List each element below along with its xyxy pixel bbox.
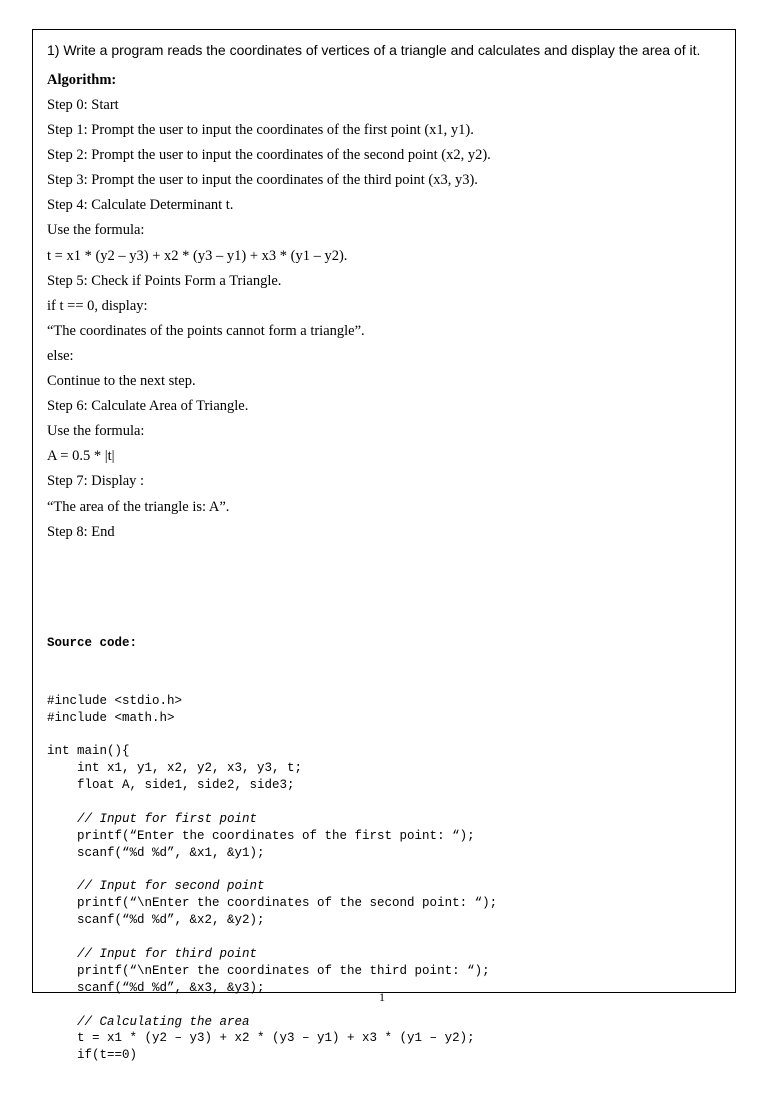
algorithm-line: Step 7: Display : [47,473,145,490]
question-text: 1) Write a program reads the coordinates of vertices of a triangle and calculates and display the area of it. [47,42,701,58]
page-number: 1 [379,990,385,1004]
code-comment-line: // Calculating the area [47,1014,250,1029]
source-code [47,601,497,1098]
code-line [47,997,497,1014]
algorithm-line: else: [47,347,74,364]
code-line: if(t==0) [47,1048,138,1063]
algorithm-line: Continue to the next step. [47,373,196,390]
document-body [47,40,727,1063]
code-line: printf(“\nEnter the coordinates of the second point: “); [47,896,498,911]
code-line: int x1, y1, x2, y2, x3, y3, t; [47,761,303,776]
algorithm-line: Step 5: Check if Points Form a Triangle. [47,272,282,289]
code-line: #include <math.h> [47,710,175,725]
code-comment-line: // Input for first point [47,811,258,826]
algorithm-line: Use the formula: [47,423,145,440]
code-comment-line: // Input for third point [47,946,258,961]
algorithm-line: Step 1: Prompt the user to input the coordinates of the first point (x1, y1). [47,122,474,139]
code-line [47,794,497,811]
algorithm-steps [47,95,727,547]
code-comment-line: // Input for second point [47,879,265,894]
algorithm-line: Use the formula: [47,222,145,239]
algorithm-line: “The coordinates of the points cannot form a triangle”. [47,322,365,339]
code-line: printf(“\nEnter the coordinates of the third point: “); [47,963,490,978]
code-line: scanf(“%d %d”, &x3, &y3); [47,980,265,995]
code-line: printf(“Enter the coordinates of the first point: “); [47,828,475,843]
algorithm-line: Step 3: Prompt the user to input the coordinates of the third point (x3, y3). [47,172,478,189]
code-line [47,726,497,743]
code-lines [47,693,497,1065]
algorithm-line: Step 6: Calculate Area of Triangle. [47,398,249,415]
algorithm-line: Step 4: Calculate Determinant t. [47,197,234,214]
code-line: scanf(“%d %d”, &x1, &y1); [47,845,265,860]
algorithm-line: “The area of the triangle is: A”. [47,498,230,515]
code-line [47,862,497,879]
code-line: int main(){ [47,744,130,759]
code-line: scanf(“%d %d”, &x2, &y2); [47,913,265,928]
code-line: t = x1 * (y2 – y3) + x2 * (y3 – y1) + x3 * (y1 – y2); [47,1031,475,1046]
code-line: #include <stdio.h> [47,693,183,708]
algorithm-heading: Algorithm: [47,72,117,88]
algorithm-line: Step 0: Start [47,97,119,113]
source-code-heading: Source code: [47,635,138,650]
code-line [47,929,497,946]
code-line: float A, side1, side2, side3; [47,778,295,793]
algorithm-line: if t == 0, display: [47,297,148,314]
algorithm-line: t = x1 * (y2 – y3) + x2 * (y3 – y1) + x3 * (y1 – y2). [47,247,348,264]
algorithm-line: A = 0.5 * |t| [47,448,115,465]
algorithm-line: Step 2: Prompt the user to input the coordinates of the second point (x2, y2). [47,147,491,164]
algorithm-line: Step 8: End [47,523,115,540]
